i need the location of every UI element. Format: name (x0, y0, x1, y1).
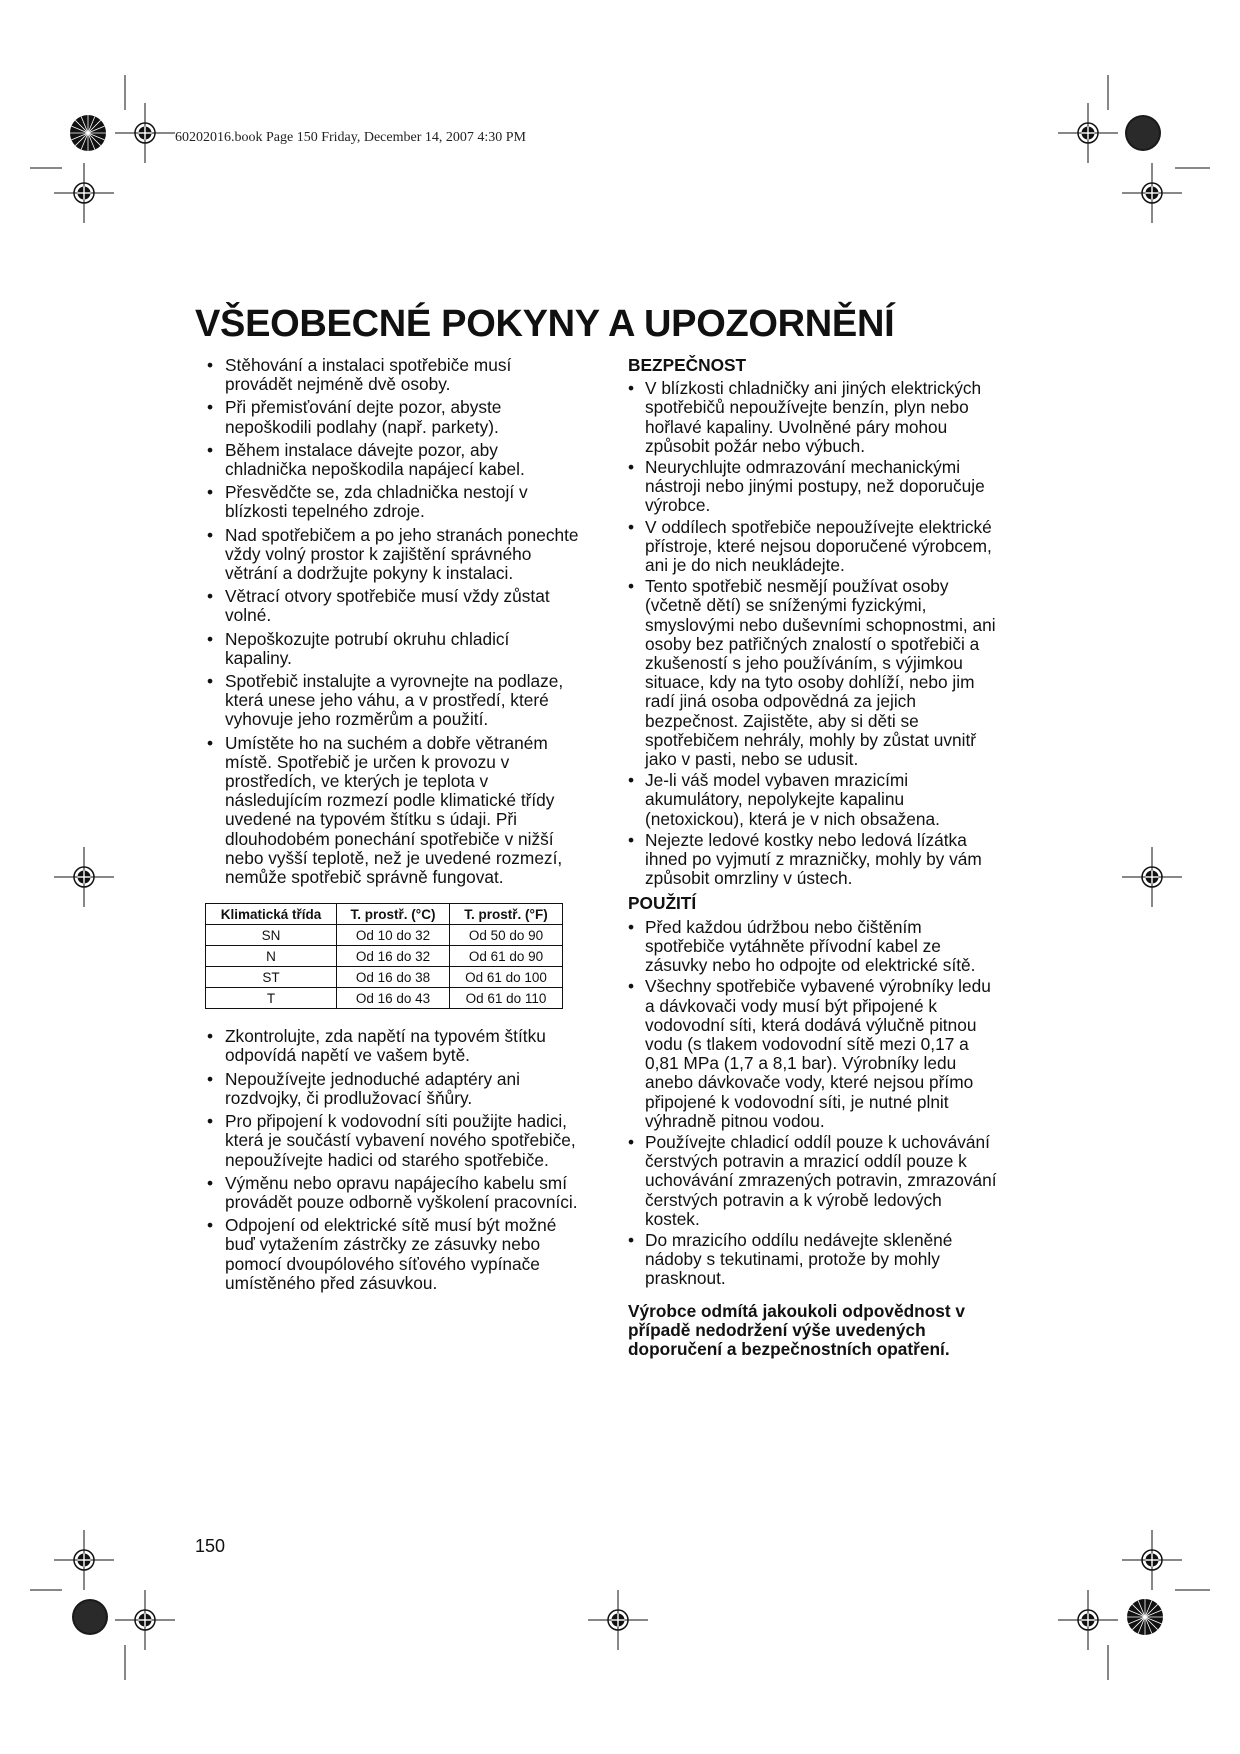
list-item: • Stěhování a instalaci spotřebiče musí provádět nejméně dvě osoby. (205, 356, 580, 394)
list-item: • Pro připojení k vodovodní síti použijte hadici, která je součástí vybavení nového spotřebiče, nepoužívejte hadici od starého spotřebiče. (205, 1112, 580, 1170)
use-list (628, 918, 998, 1289)
safety-list (628, 379, 998, 888)
list-item: • Tento spotřebič nesmějí používat osoby (včetně dětí) se sníženými fyzickými, smyslovými nebo duševními schopnostmi, ani osoby bez patřičných znalostí o spotřebiči a zkušeností s jeho používáním, s výjimkou situace, kdy na tyto osoby dohlíží, nebo jim radí jiná osoba odpovědná za jejich bezpečnost. Zajistěte, aby si děti se spotřebičem nehrály, mohly by zůstat uvnitř jako v pasti, nebo se udusit. (628, 577, 998, 769)
table-cell: N (206, 946, 337, 967)
table-cell: Od 16 do 38 (337, 967, 450, 988)
table-header-cell: Klimatická třída (206, 904, 337, 925)
use-heading: POUŽITÍ (628, 893, 697, 914)
table-cell: ST (206, 967, 337, 988)
list-item: • Nejezte ledové kostky nebo ledová lízátka ihned po vyjmutí z mrazničky, mohly by vám způsobit omrzliny v ústech. (628, 831, 998, 889)
table-cell: Od 16 do 43 (337, 988, 450, 1009)
table-cell: Od 61 do 100 (450, 967, 563, 988)
book-info-header: 60202016.book Page 150 Friday, December 14, 2007 4:30 PM (175, 130, 526, 145)
list-item: • Je-li váš model vybaven mrazicími akumulátory, nepolykejte kapalinu (netoxickou), která je v nich obsažena. (628, 771, 998, 829)
list-item: • Při přemisťování dejte pozor, abyste nepoškodili podlahy (např. parkety). (205, 398, 580, 436)
list-item: • V oddílech spotřebiče nepoužívejte elektrické přístroje, které nejsou doporučené výrobcem, ani je do nich neukládejte. (628, 518, 998, 576)
page-number: 150 (195, 1536, 226, 1556)
table-row (206, 946, 563, 967)
list-item: • Používejte chladicí oddíl pouze k uchovávání čerstvých potravin a mrazicí oddíl pouze k uchovávání zmrazených potravin, zmrazování čerstvých potravin a k výrobě ledových kostek. (628, 1133, 998, 1229)
list-item: • Nad spotřebičem a po jeho stranách ponechte vždy volný prostor k zajištění správného větrání a dodržujte pokyny k instalaci. (205, 526, 580, 584)
list-item: • Během instalace dávejte pozor, aby chladnička nepoškodila napájecí kabel. (205, 441, 580, 479)
list-item: • Odpojení od elektrické sítě musí být možné buď vytažením zástrčky ze zásuvky nebo pomocí dvoupólového síťového vypínače umístěného před zásuvkou. (205, 1216, 580, 1293)
left-column (205, 356, 580, 1297)
list-item: • Neurychlujte odmrazování mechanickými nástroji nebo jinými postupy, než doporučuje výrobce. (628, 458, 998, 516)
safety-heading: BEZPEČNOST (628, 355, 747, 375)
list-item: • Přesvědčte se, zda chladnička nestojí v blízkosti tepelného zdroje. (205, 483, 580, 521)
list-item: • Do mrazicího oddílu nedávejte skleněné nádoby s tekutinami, protože by mohly prasknout. (628, 1231, 998, 1289)
table-header-cell: T. prostř. (°C) (337, 904, 450, 925)
table-row (206, 967, 563, 988)
list-item: • Nepoškozujte potrubí okruhu chladicí kapaliny. (205, 630, 580, 668)
list-item: • Větrací otvory spotřebiče musí vždy zůstat volné. (205, 587, 580, 625)
climate-class-table (205, 903, 563, 1009)
list-item: • Před každou údržbou nebo čištěním spotřebiče vytáhněte přívodní kabel ze zásuvky nebo ho odpojte od elektrické sítě. (628, 918, 998, 976)
list-item: • Spotřebič instalujte a vyrovnejte na podlaze, která unese jeho váhu, a v prostředí, které vyhovuje jeho rozměrům a použití. (205, 672, 580, 730)
list-item: • V blízkosti chladničky ani jiných elektrických spotřebičů nepoužívejte benzín, plyn nebo hořlavé kapaliny. Uvolněné páry mohou způsobit požár nebo výbuch. (628, 379, 998, 456)
table-cell: Od 10 do 32 (337, 925, 450, 946)
installation-list (205, 356, 580, 887)
table-cell: T (206, 988, 337, 1009)
list-item: • Všechny spotřebiče vybavené výrobníky ledu a dávkovači vody musí být připojené k vodovodní síti, která dodává výlučně pitnou vodu (s tlakem vodovodní sítě mezi 0,17 a 0,81 MPa (1,7 a 8,1 bar). Výrobníky ledu anebo dávkovače vody, které nejsou přímo připojené k vodovodní síti, je nutné plnit výhradně pitnou vodou. (628, 977, 998, 1131)
table-header-row (206, 904, 563, 925)
table-cell: Od 16 do 32 (337, 946, 450, 967)
list-item: • Umístěte ho na suchém a dobře větraném místě. Spotřebič je určen k provozu v prostředích, ve kterých je teplota v následujícím rozmezí podle klimatické třídy uvedené na typovém štítku s údaji. Při dlouhodobém ponechání spotřebiče v nižší nebo vyšší teplotě, než je uvedené rozmezí, nemůže spotřebič správně fungovat. (205, 734, 580, 888)
list-item: • Nepoužívejte jednoduché adaptéry ani rozdvojky, či prodlužovací šňůry. (205, 1070, 580, 1108)
table-row (206, 925, 563, 946)
list-item: • Výměnu nebo opravu napájecího kabelu smí provádět pouze odborně vyškolení pracovníci. (205, 1174, 580, 1212)
table-cell: Od 61 do 110 (450, 988, 563, 1009)
list-item: • Zkontrolujte, zda napětí na typovém štítku odpovídá napětí ve vašem bytě. (205, 1027, 580, 1065)
manufacturer-disclaimer: Výrobce odmítá jakoukoli odpovědnost v případě nedodržení výše uvedených doporučení a bezpečnostních opatření. (628, 1300, 966, 1359)
table-cell: SN (206, 925, 337, 946)
table-cell: Od 61 do 90 (450, 946, 563, 967)
table-header-cell: T. prostř. (°F) (450, 904, 563, 925)
electrical-list (205, 1027, 580, 1293)
page-title: VŠEOBECNÉ POKYNY A UPOZORNĚNÍ (195, 303, 895, 345)
table-cell: Od 50 do 90 (450, 925, 563, 946)
right-column (628, 356, 998, 1359)
table-row (206, 988, 563, 1009)
